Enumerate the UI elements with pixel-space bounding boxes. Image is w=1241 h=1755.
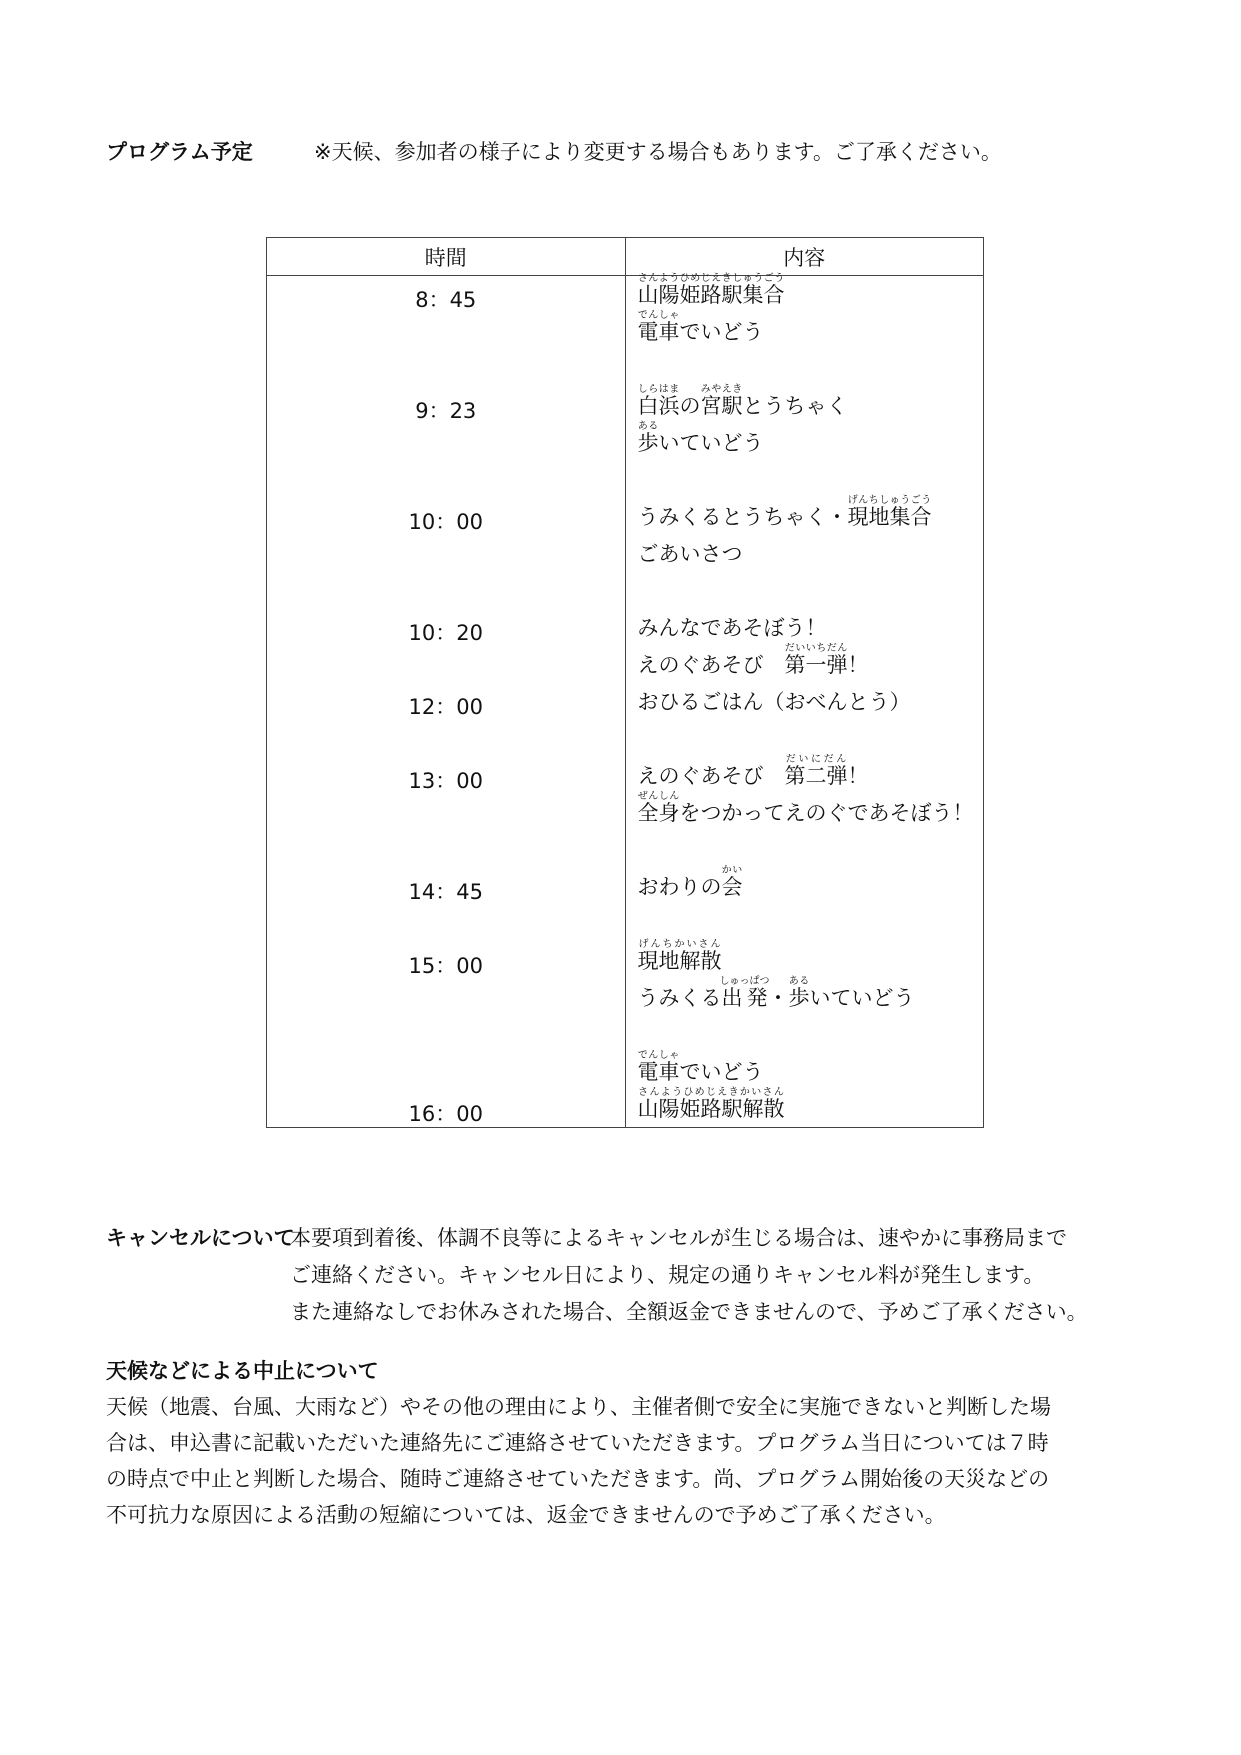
furigana-reading: さんようひめじえきかいさん xyxy=(637,1087,785,1098)
policy-heading: 天候などによる中止について xyxy=(106,1359,379,1383)
time-cell xyxy=(267,757,626,868)
table-row xyxy=(267,683,984,757)
content-text: の xyxy=(679,394,701,418)
furigana-reading: さんようひめじえきしゅうごう xyxy=(637,273,785,284)
furigana-word: 第二弾だいにだん xyxy=(784,754,848,788)
furigana-word: 出発しゅっぱつ xyxy=(719,976,770,1010)
content-text: おひるごはん（おべんとう） xyxy=(637,690,911,714)
furigana-word: 山陽姫路駅解散さんようひめじえきかいさん xyxy=(637,1087,785,1121)
table-row xyxy=(267,757,984,868)
cancel-line: ご連絡ください。キャンセル日により、規定の通りキャンセル料が発生します。 xyxy=(290,1263,1045,1287)
time-cell xyxy=(267,868,626,942)
table-row xyxy=(267,498,984,609)
policy-line: の時点で中止と判断した場合、随時ご連絡させていただきます。尚、プログラム開始後の天災などの xyxy=(106,1467,1050,1491)
time-cell xyxy=(267,683,626,757)
time-value: 9：23 xyxy=(415,399,477,423)
time-value: 10：00 xyxy=(408,510,483,534)
cancellation-policy-section xyxy=(106,1353,1146,1533)
content-line xyxy=(626,976,984,1016)
furigana-word: 山陽姫路駅集合さんようひめじえきしゅうごう xyxy=(637,273,785,307)
furigana-reading: でんしゃ xyxy=(637,1050,680,1061)
table-row xyxy=(267,868,984,942)
furigana-word: 宮駅みやえき xyxy=(700,384,743,418)
time-value: 13：00 xyxy=(408,769,483,793)
furigana-word: 白浜しらはま xyxy=(637,384,680,418)
content-line xyxy=(626,939,984,979)
table-row xyxy=(267,387,984,498)
policy-line: 天候（地震、台風、大雨など）やその他の理由により、主催者側で安全に実施できないと判断した場 xyxy=(106,1395,1051,1419)
content-text: えのぐあそび xyxy=(637,764,785,788)
content-cell xyxy=(625,754,984,868)
content-text: いていどう xyxy=(658,431,764,455)
time-cell xyxy=(267,276,626,388)
furigana-reading: だいいちだん xyxy=(784,643,848,654)
furigana-reading: ぜんしん xyxy=(637,791,680,802)
content-text: ごあいさつ xyxy=(637,542,743,566)
time-value: 16：00 xyxy=(408,1102,483,1126)
time-value: 12：00 xyxy=(408,695,483,719)
furigana-reading: ある xyxy=(788,976,810,987)
content-cell xyxy=(625,495,984,609)
content-line xyxy=(626,273,984,313)
content-line xyxy=(626,310,984,350)
furigana-word: 第一弾だいいちだん xyxy=(784,643,848,677)
furigana-reading: げんちかいさん xyxy=(637,939,722,950)
furigana-word: 歩ある xyxy=(788,976,810,1010)
furigana-word: 電車でんしゃ xyxy=(637,310,680,344)
policy-line: 不可抗力な原因による活動の短縮については、返金できませんので予めご了承ください。 xyxy=(106,1503,946,1527)
furigana-word: 電車でんしゃ xyxy=(637,1050,680,1084)
table-row xyxy=(267,942,984,1053)
content-cell xyxy=(625,273,984,388)
content-cell xyxy=(625,939,984,1053)
content-line xyxy=(626,865,984,905)
policy-line: 合は、申込書に記載いただいた連絡先にご連絡させていただきます。プログラム当日については７時 xyxy=(106,1431,1049,1455)
time-cell xyxy=(267,609,626,683)
time-value: 14：45 xyxy=(408,880,483,904)
time-value: 10：20 xyxy=(408,621,483,645)
content-text: ・ xyxy=(767,986,789,1010)
time-value: 8：45 xyxy=(415,288,477,312)
table-row xyxy=(267,276,984,388)
content-line xyxy=(626,609,984,646)
content-line xyxy=(626,535,984,572)
table-row xyxy=(267,609,984,683)
cancel-label: キャンセルについて xyxy=(106,1226,295,1250)
program-header xyxy=(106,136,1002,166)
content-text: ！ xyxy=(847,764,869,788)
content-line xyxy=(626,495,984,535)
cancel-line: また連絡なしでお休みされた場合、全額返金できませんので、予めご了承ください。 xyxy=(290,1300,1088,1324)
content-text: おわりの xyxy=(637,875,722,899)
content-text: でいどう xyxy=(679,320,764,344)
content-text: うみくる xyxy=(637,986,722,1010)
furigana-word: 全身ぜんしん xyxy=(637,791,680,825)
time-cell xyxy=(267,942,626,1053)
furigana-reading: みやえき xyxy=(700,384,743,395)
content-line xyxy=(626,683,984,720)
content-line xyxy=(626,384,984,424)
furigana-word: 歩ある xyxy=(637,421,659,455)
policy-body xyxy=(106,1389,1146,1533)
content-cell xyxy=(625,865,984,942)
time-cell xyxy=(267,1053,626,1128)
furigana-word: 会かい xyxy=(721,865,743,899)
table-header-row xyxy=(267,238,984,276)
content-cell xyxy=(625,384,984,498)
furigana-reading: でんしゃ xyxy=(637,310,680,321)
content-line xyxy=(626,791,984,831)
table-row xyxy=(267,1053,984,1128)
content-text: いていどう xyxy=(809,986,915,1010)
program-title: プログラム予定 xyxy=(106,140,253,164)
content-text: をつかってえのぐであそぼう！ xyxy=(679,801,974,825)
furigana-reading: しらはま xyxy=(637,384,680,395)
cancel-body xyxy=(290,1220,1241,1331)
cancel-line: 本要項到着後、体調不良等によるキャンセルが生じる場合は、速やかに事務局まで xyxy=(290,1226,1067,1250)
content-line xyxy=(626,1050,984,1090)
content-text: ！ xyxy=(847,653,869,677)
furigana-reading: しゅっぱつ xyxy=(719,976,770,987)
furigana-reading: げんちしゅうごう xyxy=(847,495,932,506)
content-cell xyxy=(625,683,984,757)
content-line xyxy=(626,643,984,683)
content-text: えのぐあそび xyxy=(637,653,785,677)
header-content: 内容 xyxy=(625,238,984,276)
content-cell xyxy=(625,609,984,683)
content-line xyxy=(626,754,984,794)
time-cell xyxy=(267,498,626,609)
content-line xyxy=(626,1087,984,1127)
content-text: とうちゃく xyxy=(742,394,848,418)
schedule-table xyxy=(266,237,984,1128)
header-time: 時間 xyxy=(267,238,626,276)
content-text: うみくるとうちゃく・ xyxy=(637,505,848,529)
furigana-reading: かい xyxy=(721,865,743,876)
furigana-reading: だいにだん xyxy=(784,754,848,765)
content-text: みんなであそぼう！ xyxy=(637,616,827,640)
program-note: ※天候、参加者の様子により変更する場合もあります。ご了承ください。 xyxy=(314,140,1002,164)
furigana-word: 現地集合げんちしゅうごう xyxy=(847,495,932,529)
content-cell xyxy=(625,1050,984,1128)
furigana-word: 現地解散げんちかいさん xyxy=(637,939,722,973)
time-cell xyxy=(267,387,626,498)
content-text: でいどう xyxy=(679,1060,764,1084)
furigana-reading: ある xyxy=(637,421,659,432)
time-value: 15：00 xyxy=(408,954,483,978)
content-line xyxy=(626,421,984,461)
